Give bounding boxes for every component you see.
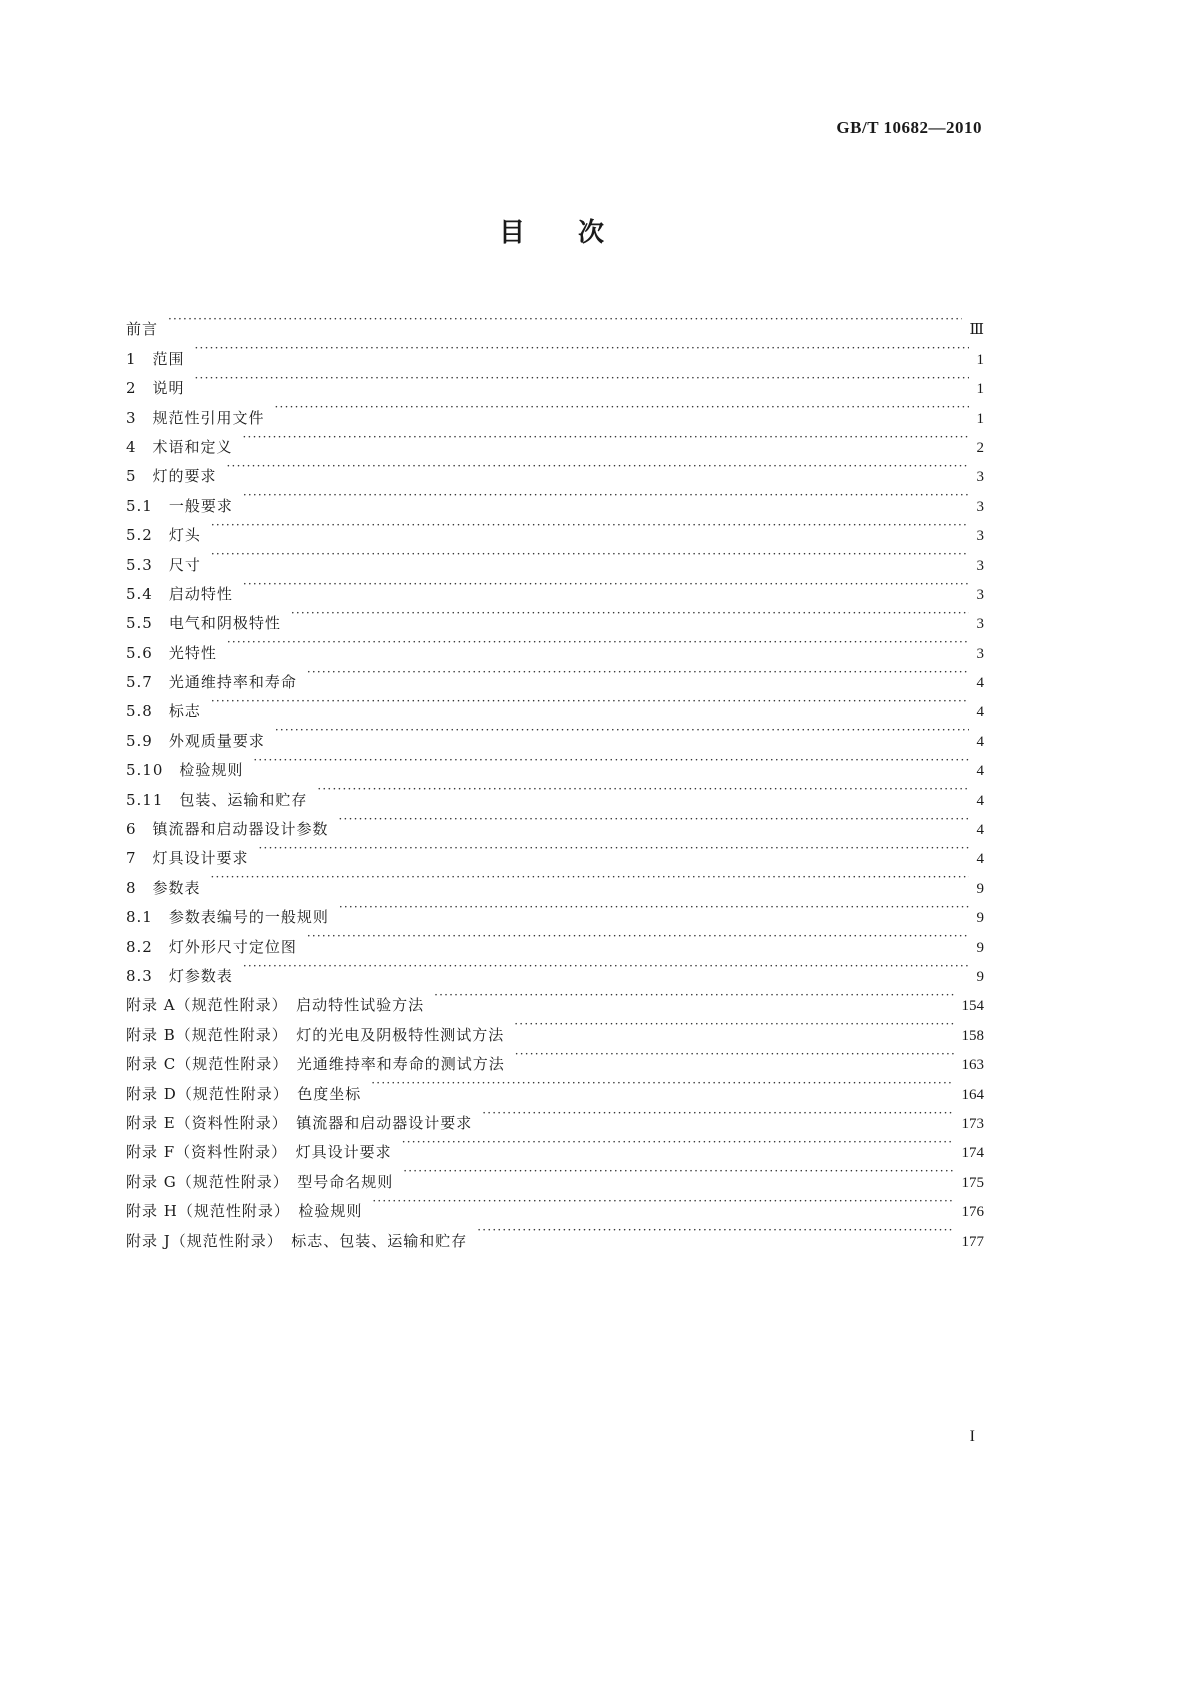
toc-entry-page: 3: [976, 498, 984, 515]
toc-entry-label: 8.2 灯外形尺寸定位图: [126, 937, 297, 956]
toc-entry-page: 175: [961, 1174, 984, 1191]
toc-entry-label: 附录 J（规范性附录） 标志、包装、运输和贮存: [126, 1231, 468, 1250]
toc-entry-page: 1: [976, 351, 984, 368]
toc-entry-page: 3: [976, 469, 984, 486]
toc-leader-dots: [275, 393, 969, 422]
toc-entry-page: 4: [976, 675, 984, 692]
toc-leader-dots: [403, 1157, 953, 1186]
page-title: 目 次: [498, 218, 607, 248]
toc-entry-page: 9: [976, 880, 984, 897]
toc-entry-page: 3: [976, 645, 984, 662]
toc-entry-page: 4: [976, 704, 984, 721]
toc-leader-dots: [317, 775, 968, 804]
toc-entry-page: 3: [976, 616, 984, 633]
toc-entry-label: 5.2 灯头: [126, 526, 201, 545]
toc-leader-dots: [307, 922, 969, 951]
toc-entry[interactable]: [126, 658, 984, 692]
toc-leader-dots: [482, 1099, 953, 1128]
toc-entry[interactable]: [126, 687, 984, 721]
toc-entry-page: 4: [976, 792, 984, 809]
toc-entry-label: 附录 B（规范性附录） 灯的光电及阴极特性测试方法: [126, 1025, 505, 1044]
toc-entry[interactable]: [126, 393, 984, 427]
toc-entry-label: 5.5 电气和阴极特性: [126, 614, 281, 633]
toc-entry-label: 附录 A（规范性附录） 启动特性试验方法: [126, 996, 425, 1015]
toc-entry-label: 附录 E（资料性附录） 镇流器和启动器设计要求: [126, 1113, 473, 1132]
toc-entry-label: 1 范围: [126, 349, 185, 368]
toc-entry[interactable]: [126, 452, 984, 486]
toc-entry-label: 7 灯具设计要求: [126, 849, 249, 868]
toc-entry[interactable]: [126, 481, 984, 515]
toc-leader-dots: [211, 540, 969, 569]
toc-leader-dots: [243, 570, 969, 599]
toc-leader-dots: [307, 658, 969, 687]
toc-entry[interactable]: [126, 511, 984, 545]
toc-leader-dots: [291, 599, 969, 628]
toc-entry-page: 1: [976, 410, 984, 427]
toc-entry-label: 8.1 参数表编号的一般规则: [126, 908, 329, 927]
toc-leader-dots: [434, 981, 953, 1010]
toc-entry[interactable]: [126, 981, 984, 1015]
toc-entry-label: 5.6 光特性: [126, 643, 217, 662]
toc-entry[interactable]: [126, 364, 984, 398]
toc-entry[interactable]: [126, 716, 984, 750]
toc-entry-page: 164: [961, 1086, 984, 1103]
toc-entry-label: 5 灯的要求: [126, 467, 217, 486]
toc-entry-label: 前言: [126, 320, 159, 339]
toc-leader-dots: [243, 952, 969, 981]
toc-entry-label: 5.7 光通维持率和寿命: [126, 673, 297, 692]
toc-entry[interactable]: [126, 952, 984, 985]
toc-entry-page: 177: [961, 1233, 984, 1250]
toc-entry-page: 2: [976, 439, 984, 456]
toc-entry-page: 154: [961, 998, 984, 1015]
toc-leader-dots: [514, 1010, 953, 1039]
toc-entry[interactable]: [126, 599, 984, 633]
toc-leader-dots: [259, 834, 969, 863]
toc-entry-label: 附录 G（规范性附录） 型号命名规则: [126, 1172, 394, 1191]
toc-leader-dots: [402, 1128, 954, 1157]
toc-leader-dots: [168, 305, 962, 334]
toc-entry-page: 4: [976, 822, 984, 839]
toc-leader-dots: [477, 1216, 953, 1245]
toc-entry[interactable]: [126, 893, 984, 927]
toc-entry[interactable]: [126, 305, 984, 339]
toc-entry-page: 3: [976, 586, 984, 603]
toc-entry-label: 6 镇流器和启动器设计参数: [126, 820, 329, 839]
toc-entry-label: 2 说明: [126, 379, 185, 398]
toc-leader-dots: [275, 716, 969, 745]
toc-leader-dots: [227, 452, 969, 481]
toc-entry-label: 5.9 外观质量要求: [126, 731, 265, 750]
toc-entry-label: 3 规范性引用文件: [126, 408, 265, 427]
toc-entry-label: 附录 F（资料性附录） 灯具设计要求: [126, 1143, 392, 1162]
toc-entry-page: 3: [976, 557, 984, 574]
toc-entry-page: 173: [961, 1115, 984, 1132]
toc-entry-page: 174: [961, 1145, 984, 1162]
toc-leader-dots: [211, 511, 969, 540]
toc-entry-page: Ⅲ: [969, 322, 984, 339]
toc-entry-page: 9: [976, 968, 984, 985]
toc-entry-page: 9: [976, 939, 984, 956]
toc-entry-label: 附录 H（规范性附录） 检验规则: [126, 1202, 363, 1221]
toc-entry-page: 176: [961, 1204, 984, 1221]
page-number: I: [969, 1428, 975, 1445]
toc-entry-page: 3: [976, 528, 984, 545]
toc-entry-page: 4: [976, 763, 984, 780]
toc-leader-dots: [243, 481, 969, 510]
toc-entry-page: 1: [976, 381, 984, 398]
toc-entry[interactable]: [126, 423, 984, 456]
toc-entry-label: 5.3 尺寸: [126, 555, 201, 574]
toc-entry[interactable]: [126, 540, 984, 574]
toc-entry-page: 9: [976, 910, 984, 927]
toc-leader-dots: [227, 628, 969, 657]
toc-entry-label: 附录 D（规范性附录） 色度坐标: [126, 1084, 362, 1103]
toc-leader-dots: [195, 334, 969, 363]
standard-code: GB/T 10682—2010: [836, 118, 982, 137]
toc-leader-dots: [211, 863, 969, 892]
toc-entry[interactable]: [126, 863, 984, 897]
toc-entry-label: 5.1 一般要求: [126, 496, 233, 515]
toc-leader-dots: [371, 1069, 953, 1098]
toc-leader-dots: [339, 893, 969, 922]
table-of-contents: [126, 305, 984, 1250]
toc-leader-dots: [253, 746, 968, 775]
toc-entry[interactable]: [126, 628, 984, 662]
toc-entry[interactable]: [126, 746, 984, 780]
toc-entry-label: 5.4 启动特性: [126, 584, 233, 603]
toc-entry-label: 附录 C（规范性附录） 光通维持率和寿命的测试方法: [126, 1055, 505, 1074]
toc-entry-page: 4: [976, 733, 984, 750]
toc-entry-page: 4: [976, 851, 984, 868]
toc-leader-dots: [243, 423, 969, 452]
toc-leader-dots: [339, 805, 969, 834]
toc-leader-dots: [211, 687, 969, 716]
toc-entry-label: 5.8 标志: [126, 702, 201, 721]
toc-leader-dots: [515, 1040, 954, 1069]
toc-entry[interactable]: [126, 570, 984, 603]
toc-entry-label: 8.3 灯参数表: [126, 966, 233, 985]
toc-entry-page: 163: [961, 1057, 984, 1074]
toc-entry[interactable]: [126, 334, 984, 368]
toc-entry-label: 5.11 包装、运输和贮存: [126, 790, 308, 809]
toc-entry[interactable]: [126, 775, 984, 809]
toc-leader-dots: [195, 364, 969, 393]
toc-entry-page: 158: [961, 1027, 984, 1044]
toc-entry-label: 8 参数表: [126, 878, 201, 897]
toc-leader-dots: [372, 1187, 953, 1216]
toc-entry-label: 4 术语和定义: [126, 437, 233, 456]
toc-entry-label: 5.10 检验规则: [126, 761, 244, 780]
